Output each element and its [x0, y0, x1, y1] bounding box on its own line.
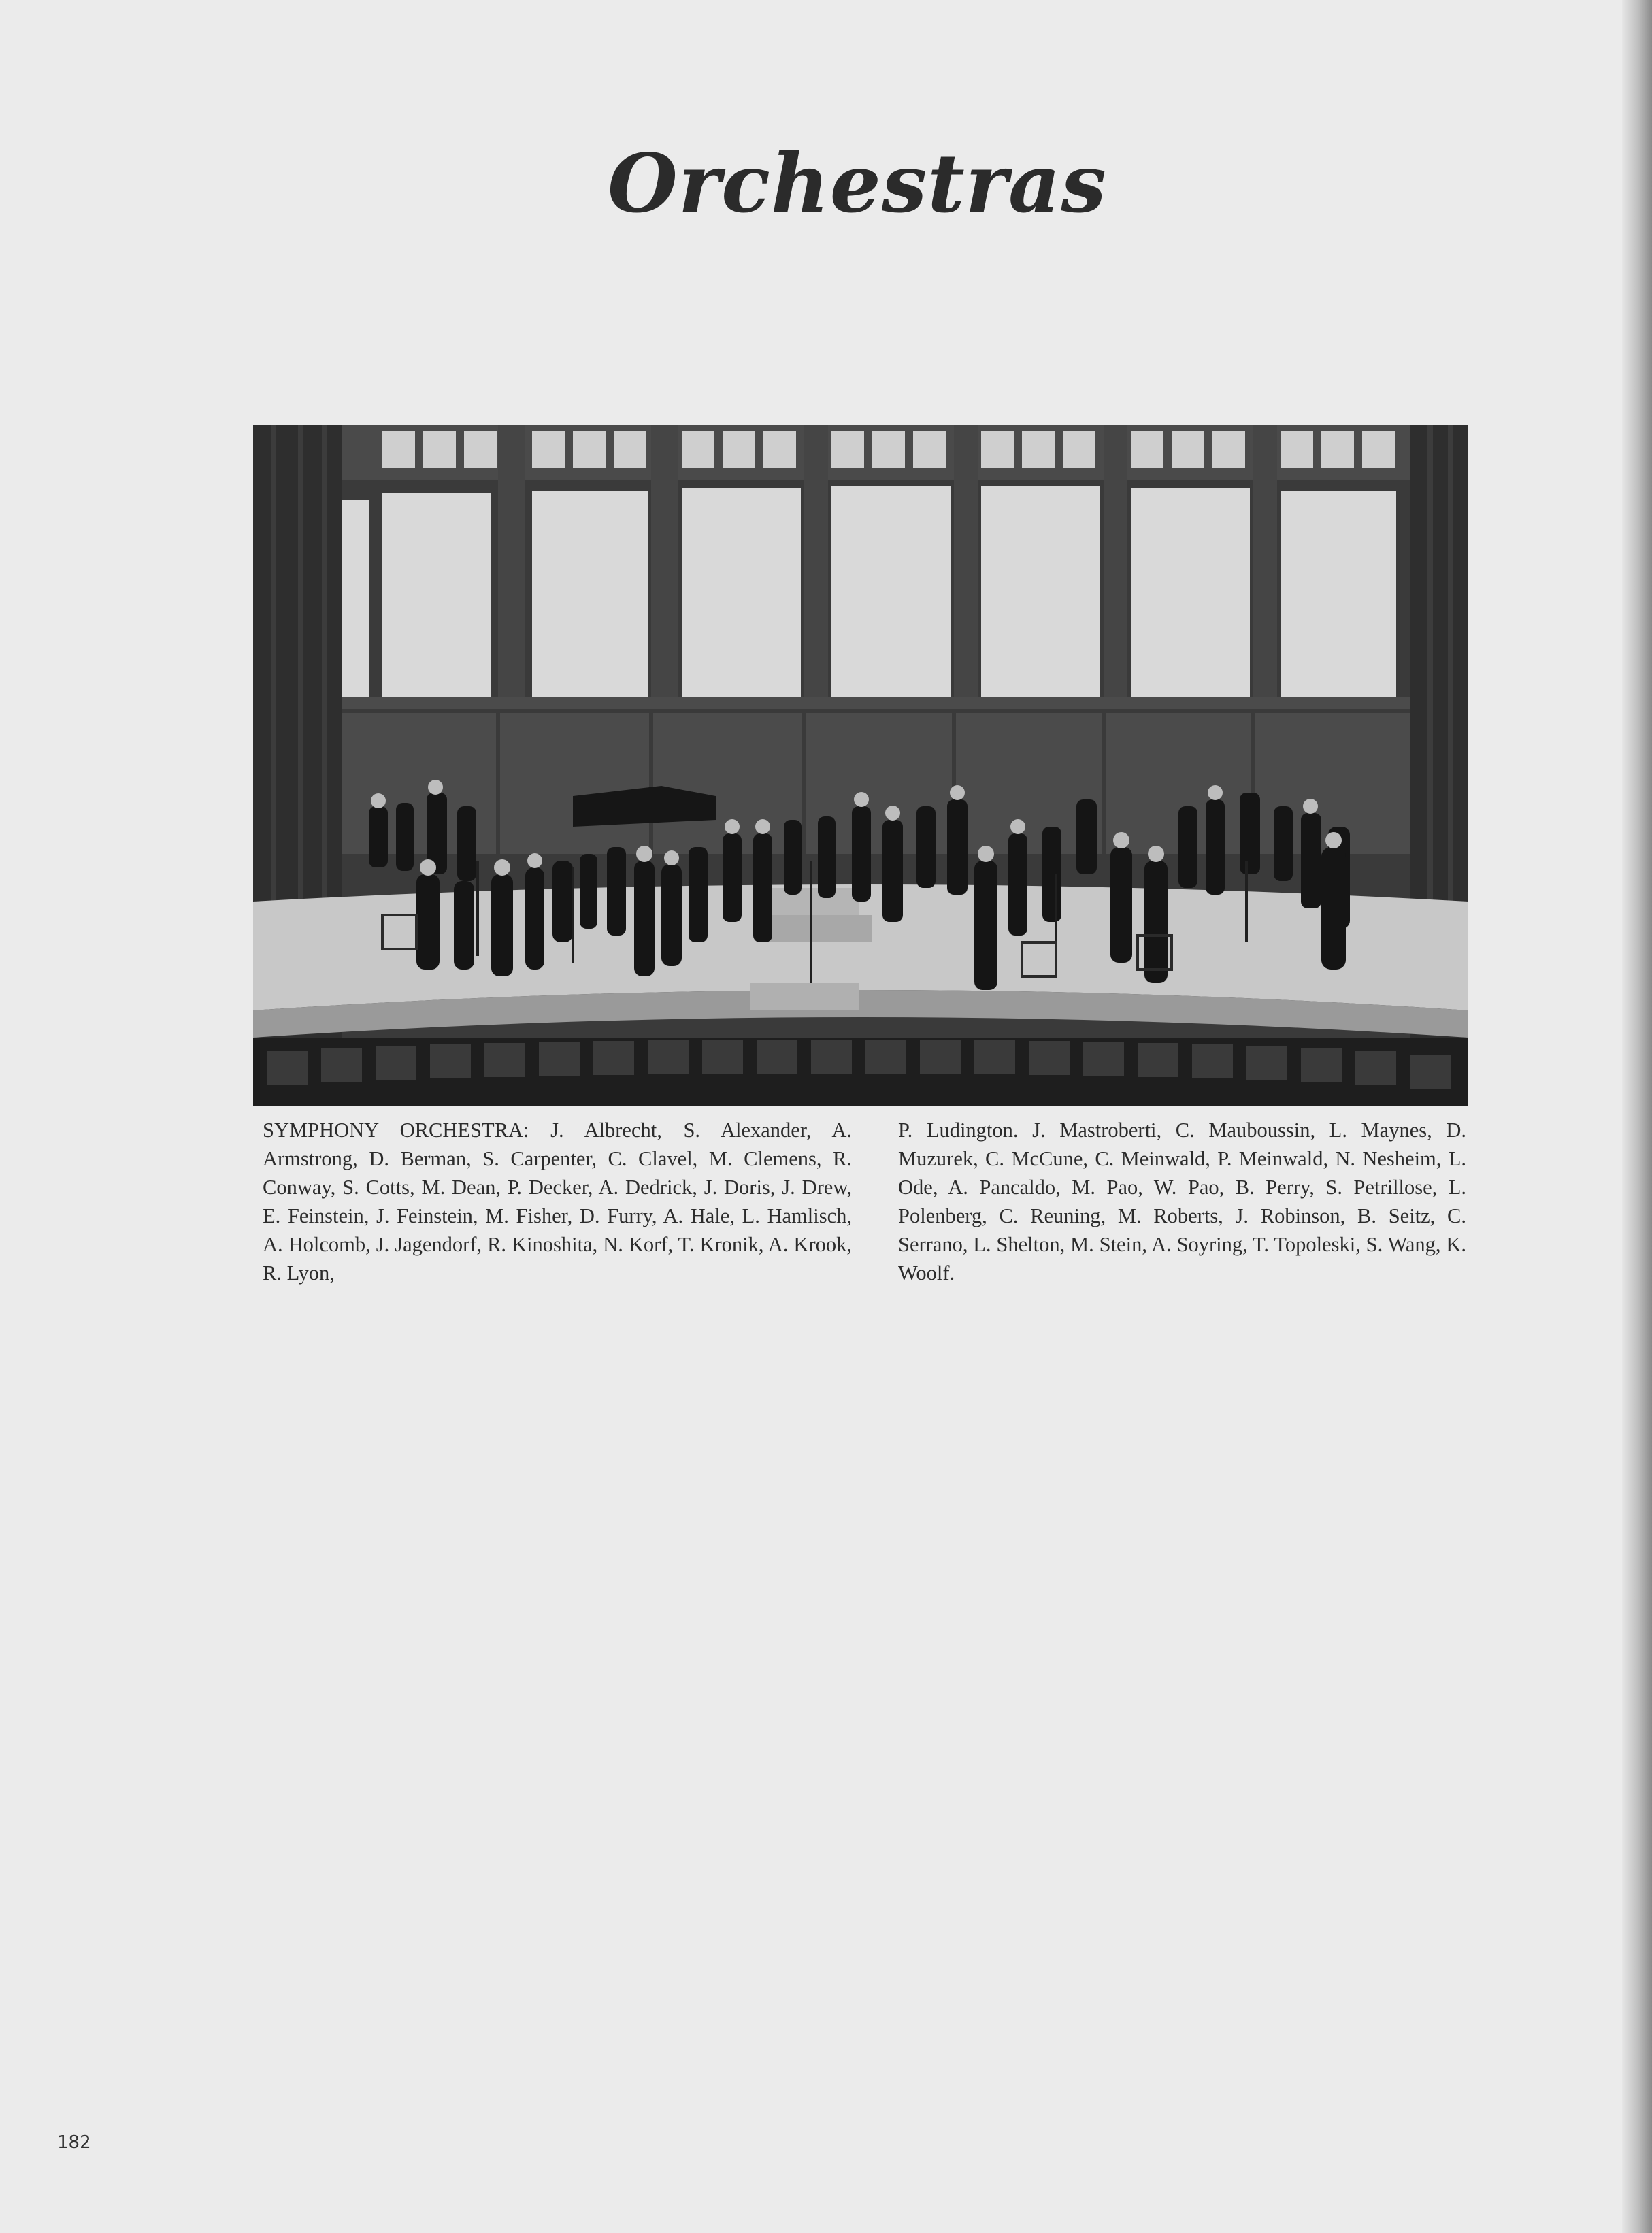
orchestra-photo	[253, 425, 1468, 1106]
caption-right-column: P. Ludington. J. Mastroberti, C. Mauboussin, L. Maynes, D. Muzurek, C. McCune, C. Meinwald, P. Meinwald, N. Nesheim, L. Ode, A. Pancaldo, M. Pao, W. Pao, B. Perry, S. Petrillose, L. Polenberg, C. Reuning, M. Roberts, J. Robinson, B. Seitz, C. Serrano, L. Shelton, M. Stein, A. Soyring, T. Topoleski, S. Wang, K. Woolf.	[898, 1119, 1466, 1285]
page-edge-shadow	[1622, 0, 1652, 2233]
page-title: Orchestras	[608, 136, 1107, 231]
page-number: 182	[57, 2132, 91, 2153]
caption-left-column: SYMPHONY ORCHESTRA: J. Albrecht, S. Alexander, A. Armstrong, D. Berman, S. Carpenter, C. Clavel, M. Clemens, R. Conway, S. Cotts, M. Dean, P. Decker, A. Dedrick, J. Doris, J. Drew, E. Feinstein, J. Feinstein, M. Fisher, D. Furry, A. Hale, L. Hamlisch, A. Holcomb, J. Jagendorf, R. Kinoshita, N. Korf, T. Kronik, A. Krook, R. Lyon,	[263, 1119, 852, 1285]
